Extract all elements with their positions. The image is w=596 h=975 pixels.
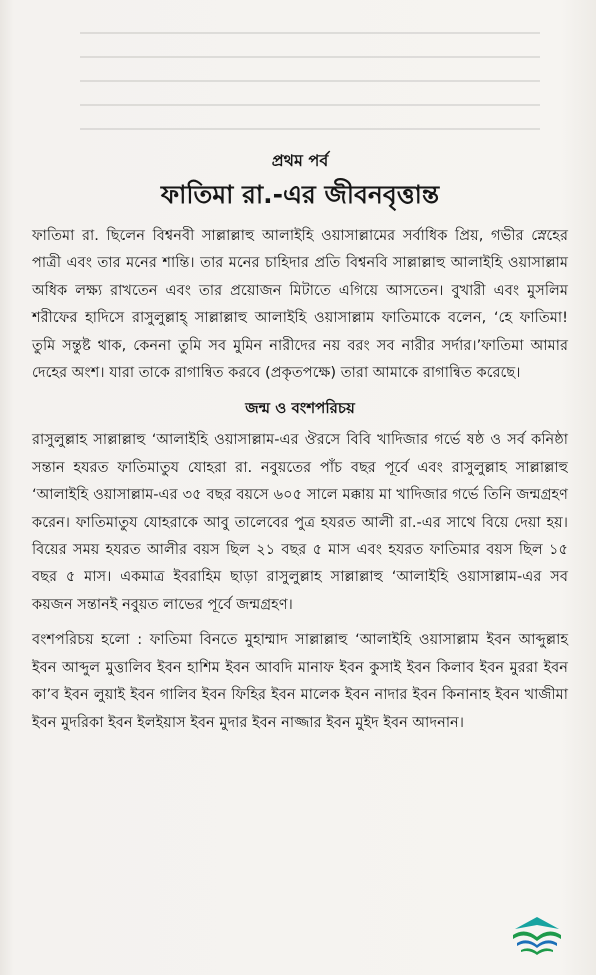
intro-paragraph: ফাতিমা রা. ছিলেন বিশ্বনবী সাল্লাল্লাহু আলাইহি ওয়াসাল্লামের সর্বাধিক প্রিয়, গভীর স্নেহের পাত্রী এবং তার মনের শান্তি। তার মনের চাহিদার প্রতি বিশ্বনবি সাল্লাল্লাহু আলাইহি ওয়াসাল্লাম অধিক লক্ষ্য রাখতেন এবং তার প্রয়োজন মিটাতে এগিয়ে আসতেন। বুখারী এবং মুসলিম শরীফের হাদিসে রাসুলুল্লাহ্ সাল্লাল্লাহু আলাইহি ওয়াসাল্লাম ফাতিমাকে বলেন, ‘হে ফাতিমা! তুমি সন্তুষ্ট থাক, কেননা তুমি সব মুমিন নারীদের নয় বরং সব নারীর সর্দার।’ফাতিমা আমার দেহের অংশ। যারা তাকে রাগান্বিত করবে (প্রকৃতপক্ষে) তারা আমাকে রাগান্বিত করেছে। — [32, 227, 568, 382]
part-title: প্রথম পর্ব — [271, 151, 329, 170]
publisher-logo-icon — [509, 915, 565, 957]
bleed-through-text — [40, 10, 560, 150]
chapter-title: ফাতিমা রা.-এর জীবনবৃত্তান্ত — [160, 180, 440, 209]
page-content — [32, 150, 568, 736]
birth-lineage-heading: জন্ম ও বংশপরিচয় — [245, 399, 355, 418]
lineage-paragraph: বংশপরিচয় হলো : ফাতিমা বিনতে মুহাম্মাদ সাল্লাল্লাহু ‘আলাইহি ওয়াসাল্লাম ইবন আব্দুল্লাহ ইবন আব্দুল মুত্তালিব ইবন হাশিম ইবন আবদি মানাফ ইবন কুসাই ইবন কিলাব ইবন মুররা ইবন কা’ব ইবন লুয়াই ইবন গালিব ইবন ফিহির ইবন মালেক ইবন নাদার ইবন কিনানাহ ইবন খাজীমা ইবন মুদরিকা ইবন ইলইয়াস ইবন মুদার ইবন নাজ্জার ইবন মুইদ ইবন আদনান। — [32, 631, 568, 731]
birth-paragraph: রাসুলুল্লাহ সাল্লাল্লাহু ‘আলাইহি ওয়াসাল্লাম-এর ঔরসে বিবি খাদিজার গর্ভে ষষ্ঠ ও সর্ব কনিষ্ঠা সন্তান হযরত ফাতিমাতুয যোহরা রা. নবুয়তের পাঁচ বছর পূর্বে এবং রাসুলুল্লাহ সাল্লাল্লাহু ‘আলাইহি ওয়াসাল্লাম-এর ৩৫ বছর বয়সে ৬০৫ সালে মক্কায় মা খাদিজার গর্ভে তিনি জন্মগ্রহণ করেন। ফাতিমাতুয যোহরাকে আবু তালেবের পুত্র হযরত আলী রা.-এর সাথে বিয়ে দেয়া হয়। বিয়ের সময় হযরত আলীর বয়স ছিল ২১ বছর ৫ মাস এবং হযরত ফাতিমার বয়স ছিল ১৫ বছর ৫ মাস। একমাত্র ইবরাহিম ছাড়া রাসুলুল্লাহ সাল্লাল্লাহু ‘আলাইহি ওয়াসাল্লাম-এর সব কয়জন সন্তানই নবুয়ত লাভের পূর্বে জন্মগ্রহণ। — [32, 431, 568, 613]
